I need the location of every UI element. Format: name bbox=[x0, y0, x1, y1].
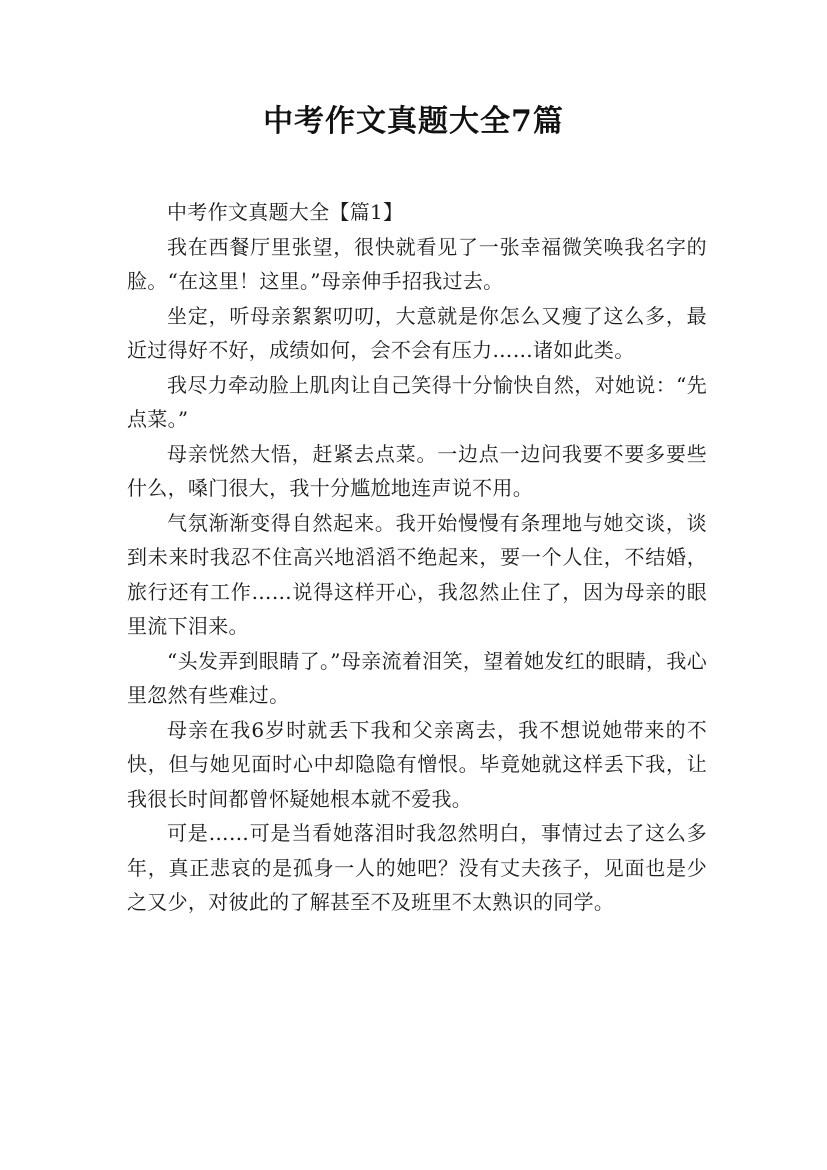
paragraph: 可是……可是当看她落泪时我忽然明白，事情过去了这么多年，真正悲哀的是孤身一人的她吧？没有丈夫孩子，见面也是少之又少，对彼此的了解甚至不及班里不太熟识的同学。 bbox=[127, 821, 707, 914]
paragraph: 坐定，听母亲絮絮叨叨，大意就是你怎么又瘦了这么多，最近过得好不好，成绩如何，会不会有压力……诸如此类。 bbox=[127, 303, 707, 362]
document-body bbox=[127, 195, 707, 920]
document-title: 中考作文真题大全7篇 bbox=[263, 104, 564, 139]
paragraph: 气氛渐渐变得自然起来。我开始慢慢有条理地与她交谈，谈到未来时我忍不住高兴地滔滔不绝起来，要一个人住，不结婚，旅行还有工作……说得这样开心，我忽然止住了，因为母亲的眼里流下泪来。 bbox=[127, 510, 707, 638]
paragraph: “头发弄到眼睛了。”母亲流着泪笑，望着她发红的眼睛，我心里忽然有些难过。 bbox=[127, 648, 707, 707]
paragraph: 我在西餐厅里张望，很快就看见了一张幸福微笑唤我名字的脸。“在这里！这里。”母亲伸手招我过去。 bbox=[127, 234, 707, 293]
paragraph: 母亲恍然大悟，赶紧去点菜。一边点一边问我要不要多要些什么，嗓门很大，我十分尴尬地连声说不用。 bbox=[127, 441, 707, 500]
paragraph: 母亲在我6岁时就丢下我和父亲离去，我不想说她带来的不快，但与她见面时心中却隐隐有憎恨。毕竟她就这样丢下我，让我很长时间都曾怀疑她根本就不爱我。 bbox=[127, 717, 707, 811]
paragraph: 我尽力牵动脸上肌肉让自己笑得十分愉快自然，对她说：“先点菜。” bbox=[127, 372, 707, 431]
section-heading: 中考作文真题大全【篇1】 bbox=[167, 200, 404, 224]
